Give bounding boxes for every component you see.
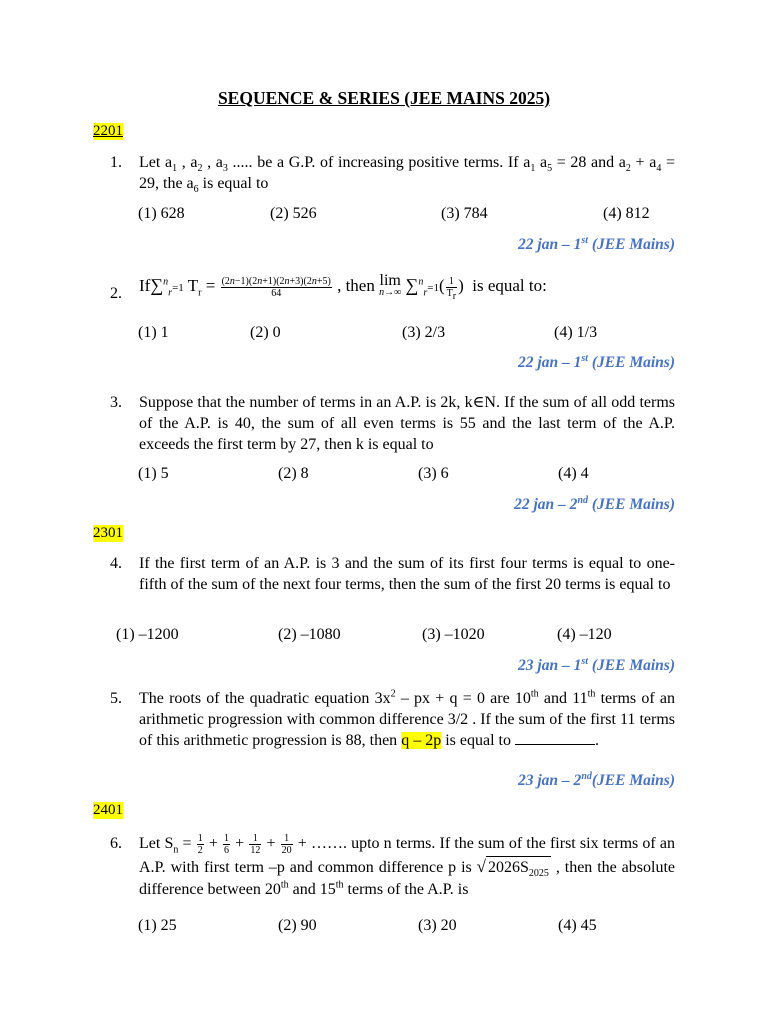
page-title: SEQUENCE & SERIES (JEE MAINS 2025) — [217, 88, 551, 108]
question-number: 1. — [110, 154, 122, 171]
question-number: 2. — [110, 285, 122, 302]
option[interactable]: (4) 812 — [603, 205, 650, 222]
option[interactable]: (1) 25 — [138, 917, 177, 934]
question-text: Let $S_n$ = $\frac{1}{2}$ + $\frac{1}{6}$ + $\frac{1}{12}$ + $\frac{1}{20}$ + ……. upto n terms. If the sum of the first six terms of an A.P. with first term –p and common difference p is √ $2026S_{2025}$ , then the absolute difference between 20th and 15th terms of the A.P. is — [139, 833, 675, 898]
source-label: 22 jan – 1st (JEE Mains) — [518, 352, 675, 371]
question-number: 6. — [110, 835, 122, 852]
source-label: 23 jan – 2nd(JEE Mains) — [518, 770, 675, 789]
options-3 — [138, 465, 678, 485]
question-number: 5. — [110, 690, 122, 707]
options-1 — [138, 205, 678, 225]
option[interactable]: (1) 628 — [138, 205, 185, 222]
question-6 — [110, 833, 675, 901]
option[interactable]: (2) 8 — [278, 465, 309, 482]
option[interactable]: (1) 5 — [138, 465, 169, 482]
options-4 — [116, 626, 676, 646]
option[interactable]: (2) 90 — [278, 917, 317, 934]
option[interactable]: (4) 45 — [558, 917, 597, 934]
option[interactable]: (3) 784 — [441, 205, 488, 222]
question-5 — [110, 688, 675, 751]
question-4 — [110, 553, 675, 595]
question-text: If the first term of an A.P. is 3 and the sum of its first four terms is equal to one-fifth of the sum of the next four terms, then the sum of the first 20 terms is equal to — [139, 555, 675, 593]
question-text: If∑$^n_r$=1 $T_r$ = $\frac{(2n-1)(2n+1)(2n+3)(2n+5)}{64}$ , then lim n→∞ ∑$^n_r$=1( $\frac{1}{T_r}$ ) is equal to: — [139, 272, 547, 302]
source-label: 22 jan – 2nd (JEE Mains) — [514, 494, 675, 513]
section-code-2201: 2201 — [93, 123, 123, 139]
option[interactable]: (3) 6 — [418, 465, 449, 482]
question-2 — [110, 272, 675, 309]
option[interactable]: (3) 2/3 — [402, 324, 446, 341]
option[interactable]: (1) –1200 — [116, 626, 179, 643]
option[interactable]: (2) 526 — [270, 205, 317, 222]
option[interactable]: (3) 20 — [418, 917, 457, 934]
question-text: The roots of the quadratic equation $3x^2$ – px + q = 0 are 10th and 11th terms of an arithmetic progression with common difference 3/2 . If the sum of the first 11 terms of this arithmetic progression is 88, then q – 2p is equal to . — [139, 688, 676, 749]
option[interactable]: (1) 1 — [138, 324, 169, 341]
question-text: Let $a_1$ , $a_2$ , $a_3$ ..... be a G.P. of increasing positive terms. If $a_1$ $a_5 = 28$ and $a_2 + a_4 = 29$, the $a_6$ is equal to — [139, 154, 676, 196]
option[interactable]: (2) –1080 — [278, 626, 341, 643]
source-label: 22 jan – 1st (JEE Mains) — [518, 234, 675, 253]
section-code-2401: 2401 — [93, 802, 123, 818]
source-label: 23 jan – 1st (JEE Mains) — [518, 655, 675, 674]
question-text: Suppose that the number of terms in an A.P. is 2k, k∈N. If the sum of all odd terms of the A.P. is 40, the sum of all even terms is 55 and the last term of the A.P. exceeds the first term by 27, then k is equal to — [139, 394, 675, 453]
option[interactable]: (3) –1020 — [422, 626, 485, 643]
question-1 — [110, 152, 675, 194]
answer-blank[interactable] — [515, 730, 595, 745]
options-2 — [138, 324, 678, 344]
option[interactable]: (4) 4 — [558, 465, 589, 482]
option[interactable]: (2) 0 — [250, 324, 281, 341]
question-number: 3. — [110, 394, 122, 411]
options-6 — [138, 917, 678, 937]
question-3 — [110, 392, 675, 455]
question-number: 4. — [110, 555, 122, 572]
option[interactable]: (4) 1/3 — [554, 324, 598, 341]
section-code-2301: 2301 — [93, 525, 123, 541]
option[interactable]: (4) –120 — [557, 626, 612, 643]
